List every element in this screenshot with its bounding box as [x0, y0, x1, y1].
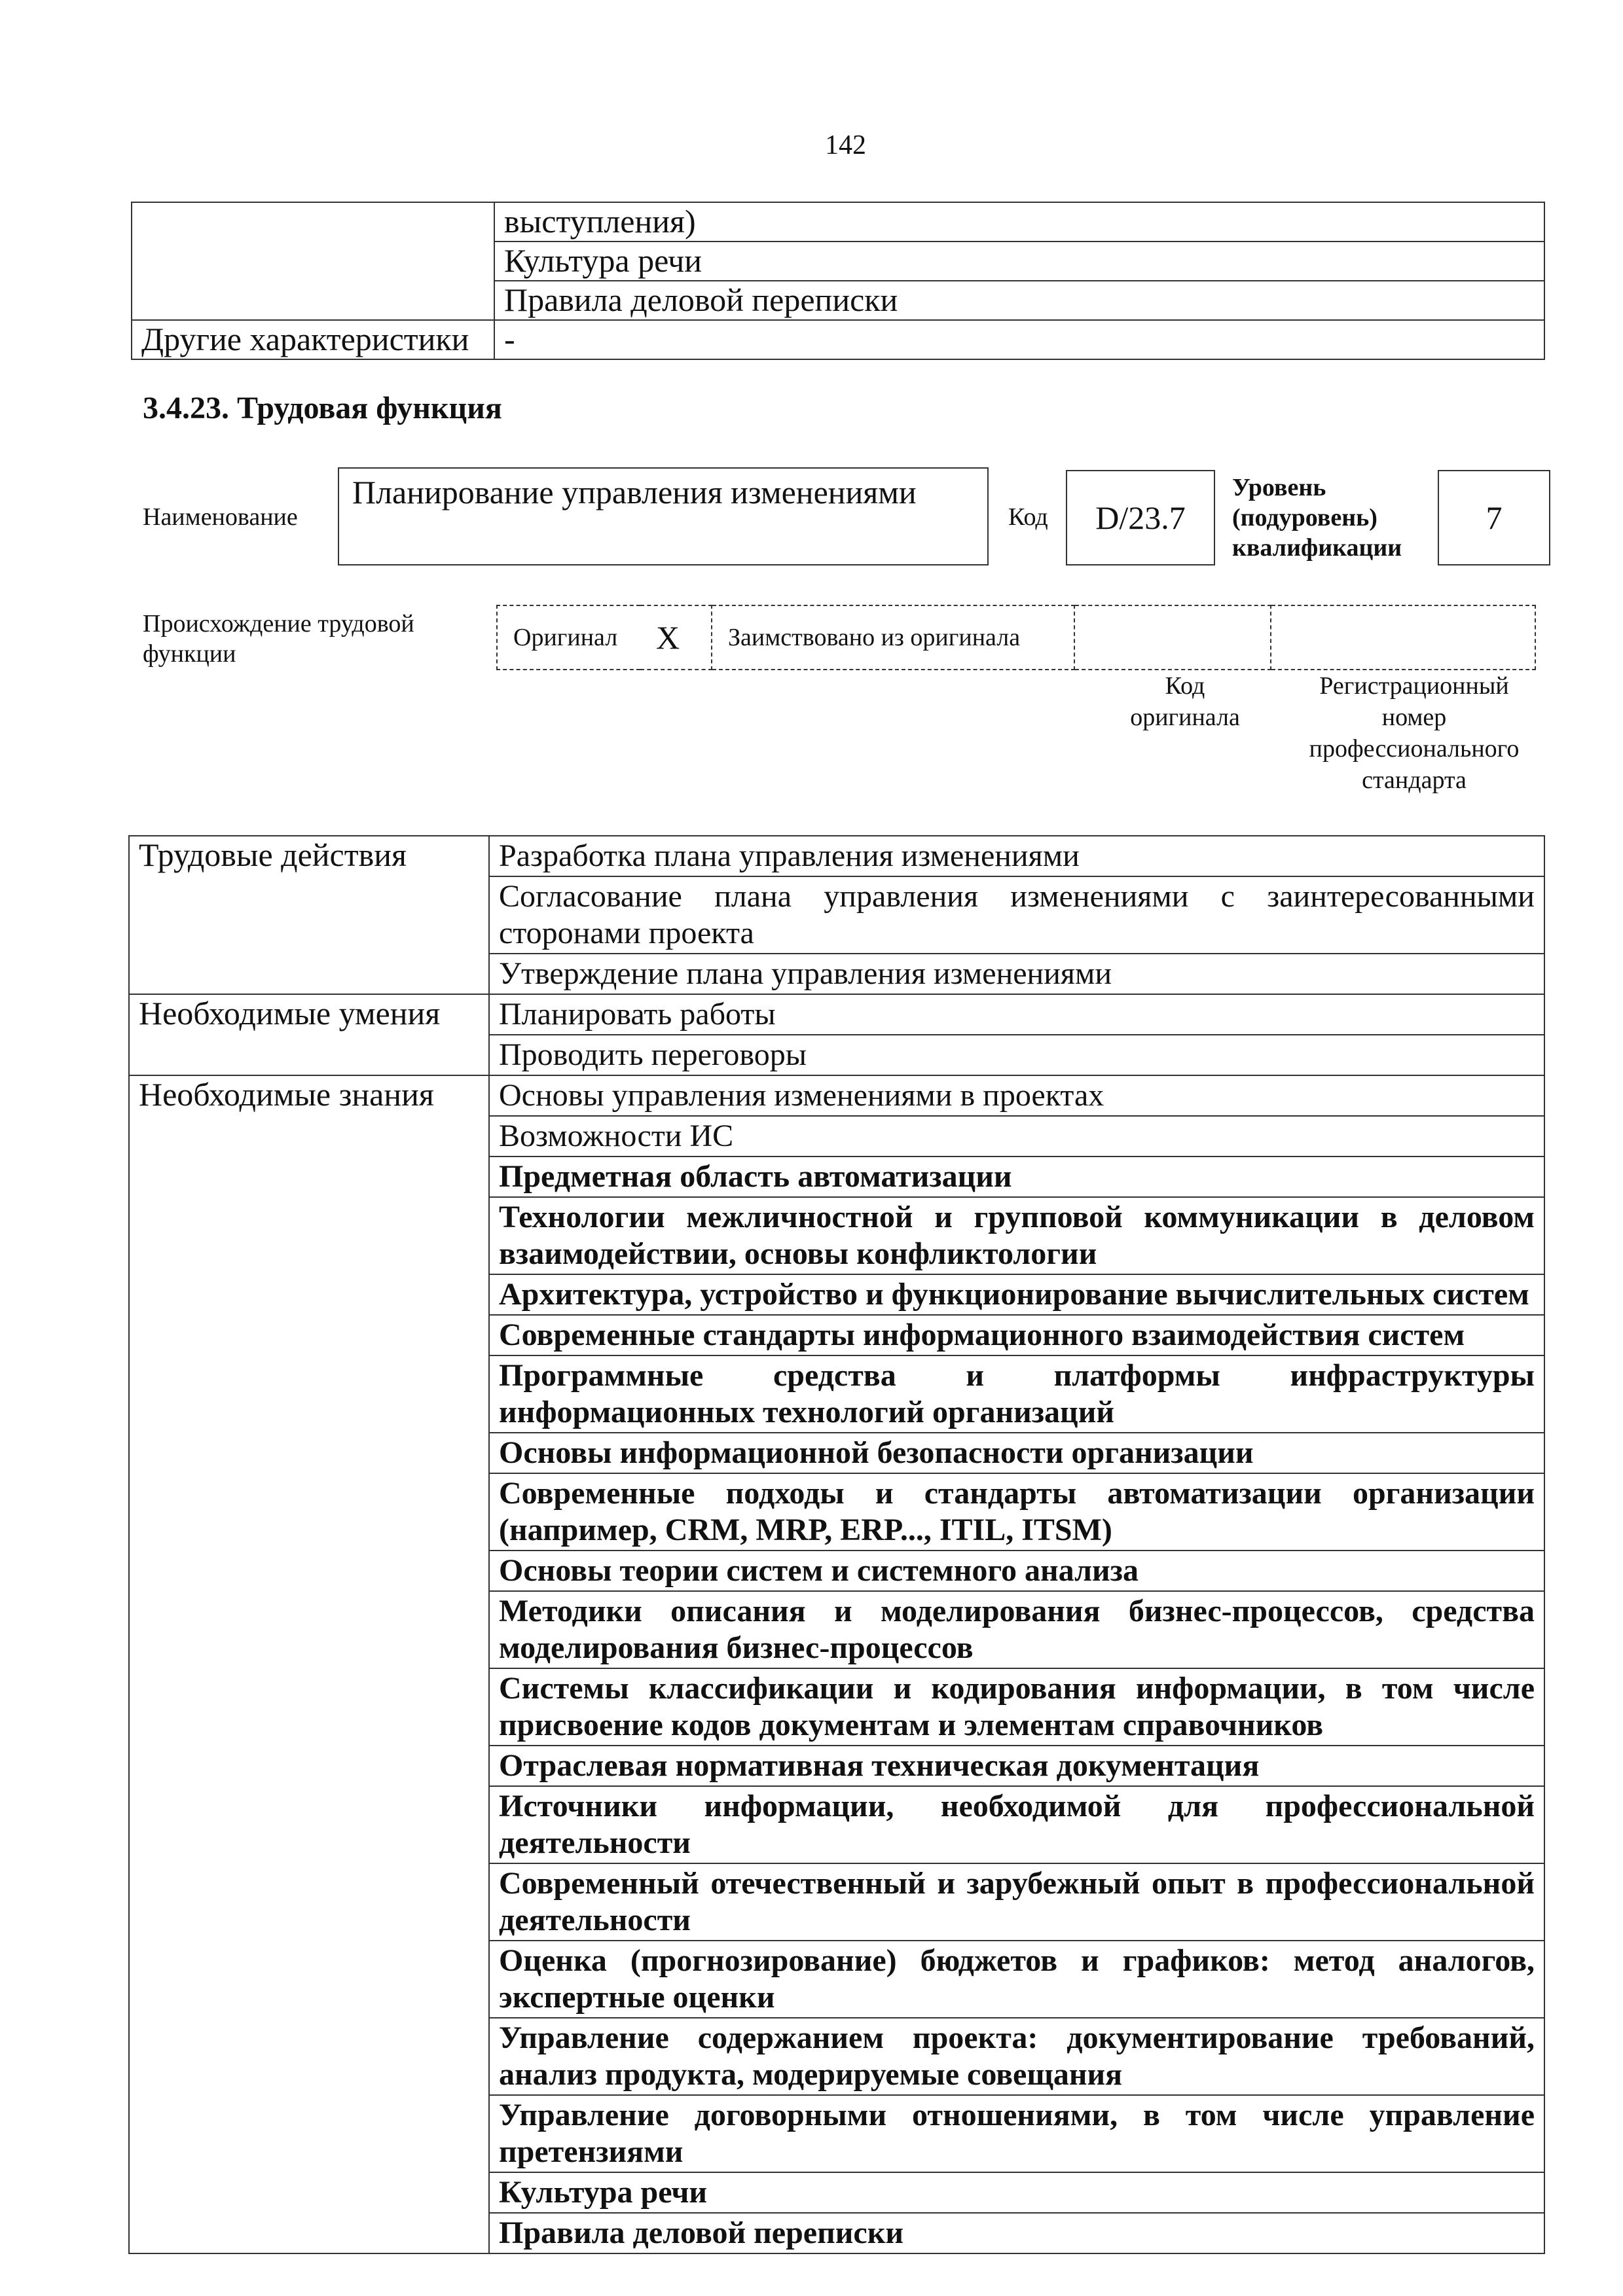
- origin-label-line: Происхождение трудовой: [143, 610, 414, 637]
- knowledge-label: Необходимые знания: [129, 1075, 489, 1116]
- empty-label-cell: [132, 202, 494, 320]
- knowledge-item: Правила деловой переписки: [489, 2213, 1544, 2253]
- knowledge-item: Оценка (прогнозирование) бюджетов и графиков: метод аналогов, экспертные оценки: [489, 1941, 1544, 2018]
- table-row: [129, 1941, 1544, 2018]
- labor-action-item: Утверждение плана управления изменениями: [489, 954, 1544, 994]
- label-spacer: [129, 2213, 489, 2253]
- table-row: [497, 605, 1535, 670]
- label-spacer: [129, 954, 489, 994]
- labor-actions-label: Трудовые действия: [129, 836, 489, 876]
- label-spacer: [129, 1668, 489, 1746]
- original-code-cell: [1074, 605, 1271, 670]
- label-spacer: [129, 2018, 489, 2095]
- knowledge-item: Современные стандарты информационного взаимодействия систем: [489, 1315, 1544, 1355]
- level-label-line: квалификации: [1232, 534, 1402, 562]
- labor-action-item: Разработка плана управления изменениями: [489, 836, 1544, 876]
- label-spacer: [129, 1863, 489, 1941]
- label-spacer: [129, 1551, 489, 1591]
- table-row: [129, 1551, 1544, 1591]
- name-label: Наименование: [143, 503, 298, 531]
- label-spacer: [129, 1355, 489, 1433]
- label-spacer: [129, 1941, 489, 2018]
- label-spacer: [129, 1433, 489, 1473]
- original-label: Оригинал: [497, 605, 640, 670]
- origin-table: [496, 605, 1536, 670]
- knowledge-item: Программные средства и платформы инфраструктуры информационных технологий организаций: [489, 1355, 1544, 1433]
- table-row: [129, 1315, 1544, 1355]
- table-row: [129, 994, 1544, 1035]
- table-row: [129, 2018, 1544, 2095]
- code-value-box: D/23.7: [1066, 470, 1215, 565]
- section-title: 3.4.23. Трудовая функция: [143, 391, 502, 425]
- label-spacer: [129, 1746, 489, 1786]
- knowledge-item: Культура речи: [489, 2172, 1544, 2213]
- borrowed-label: Заимствовано из оригинала: [712, 605, 1074, 670]
- registration-number-cell: [1271, 605, 1535, 670]
- label-spacer: [129, 1274, 489, 1315]
- other-characteristics-label: Другие характеристики: [132, 320, 494, 359]
- table-row: [129, 1746, 1544, 1786]
- table-row: [129, 1355, 1544, 1433]
- skill-item: Проводить переговоры: [489, 1035, 1544, 1075]
- table-row: [129, 1591, 1544, 1668]
- knowledge-item: Основы информационной безопасности организации: [489, 1433, 1544, 1473]
- label-spacer: [129, 1315, 489, 1355]
- table-row: [132, 320, 1544, 359]
- table-row: [129, 876, 1544, 954]
- original-code-caption: [1106, 670, 1264, 733]
- table-row: [129, 1786, 1544, 1863]
- table-row: [129, 2213, 1544, 2253]
- other-characteristics-value: -: [494, 320, 1544, 359]
- continuation-table: [131, 202, 1545, 360]
- table-row: [129, 1863, 1544, 1941]
- table-row: [129, 1035, 1544, 1075]
- level-label-line: Уровень: [1232, 474, 1326, 501]
- label-spacer: [129, 1591, 489, 1668]
- table-cell: Правила деловой переписки: [494, 281, 1544, 320]
- knowledge-item: Методики описания и моделирования бизнес-процессов, средства моделирования бизнес-процессов: [489, 1591, 1544, 1668]
- knowledge-item: Возможности ИС: [489, 1116, 1544, 1157]
- page-number: 142: [825, 130, 866, 160]
- label-spacer: [129, 1035, 489, 1075]
- label-spacer: [129, 2172, 489, 2213]
- caption-line: оригинала: [1130, 704, 1240, 731]
- knowledge-item: Управление договорными отношениями, в том числе управление претензиями: [489, 2095, 1544, 2172]
- knowledge-item: Управление содержанием проекта: документирование требований, анализ продукта, модерируемые совещания: [489, 2018, 1544, 2095]
- knowledge-item: Отраслевая нормативная техническая документация: [489, 1746, 1544, 1786]
- table-row: [129, 1274, 1544, 1315]
- function-name-box: Планирование управления изменениями: [338, 467, 989, 565]
- knowledge-item: Основы управления изменениями в проектах: [489, 1075, 1544, 1116]
- table-row: [129, 836, 1544, 876]
- table-row: [129, 1116, 1544, 1157]
- knowledge-item: Системы классификации и кодирования информации, в том числе присвоение кодов документам и элементам справочников: [489, 1668, 1544, 1746]
- qualification-level-box: 7: [1438, 470, 1550, 565]
- knowledge-item: Основы теории систем и системного анализа: [489, 1551, 1544, 1591]
- labor-function-table: [128, 835, 1545, 2254]
- skills-label: Необходимые умения: [129, 994, 489, 1035]
- skill-item: Планировать работы: [489, 994, 1544, 1035]
- caption-line: номер: [1381, 704, 1447, 731]
- origin-label: [143, 609, 414, 669]
- level-label: [1232, 473, 1402, 563]
- table-row: [132, 202, 1544, 242]
- label-spacer: [129, 1473, 489, 1551]
- knowledge-item: Источники информации, необходимой для профессиональной деятельности: [489, 1786, 1544, 1863]
- labor-action-item: Согласование плана управления изменениями с заинтересованными сторонами проекта: [489, 876, 1544, 954]
- label-spacer: [129, 876, 489, 954]
- table-cell: выступления): [494, 202, 1544, 242]
- knowledge-item: Архитектура, устройство и функционирование вычислительных систем: [489, 1274, 1544, 1315]
- label-spacer: [129, 1197, 489, 1274]
- caption-line: Код: [1165, 672, 1205, 700]
- table-row: [129, 1075, 1544, 1116]
- table-row: [129, 1433, 1544, 1473]
- label-spacer: [129, 2095, 489, 2172]
- registration-number-caption: [1283, 670, 1545, 796]
- table-row: [129, 954, 1544, 994]
- table-row: [129, 2095, 1544, 2172]
- caption-line: стандарта: [1362, 766, 1467, 794]
- caption-line: профессионального: [1309, 735, 1520, 762]
- table-row: [129, 1157, 1544, 1197]
- table-row: [129, 1473, 1544, 1551]
- label-spacer: [129, 1157, 489, 1197]
- label-spacer: [129, 1786, 489, 1863]
- table-row: [129, 2172, 1544, 2213]
- table-cell: Культура речи: [494, 242, 1544, 281]
- table-row: [129, 1197, 1544, 1274]
- origin-label-line: функции: [143, 640, 236, 668]
- caption-line: Регистрационный: [1319, 672, 1509, 700]
- original-mark: X: [640, 605, 712, 670]
- code-label: Код: [1008, 503, 1048, 531]
- knowledge-item: Современные подходы и стандарты автоматизации организации (например, CRM, MRP, ERP..., ITIL, ITSM): [489, 1473, 1544, 1551]
- knowledge-item: Современный отечественный и зарубежный опыт в профессиональной деятельности: [489, 1863, 1544, 1941]
- table-row: [129, 1668, 1544, 1746]
- label-spacer: [129, 1116, 489, 1157]
- knowledge-item: Предметная область автоматизации: [489, 1157, 1544, 1197]
- knowledge-item: Технологии межличностной и групповой коммуникации в деловом взаимодействии, основы конфликтологии: [489, 1197, 1544, 1274]
- level-label-line: (подуровень): [1232, 504, 1377, 531]
